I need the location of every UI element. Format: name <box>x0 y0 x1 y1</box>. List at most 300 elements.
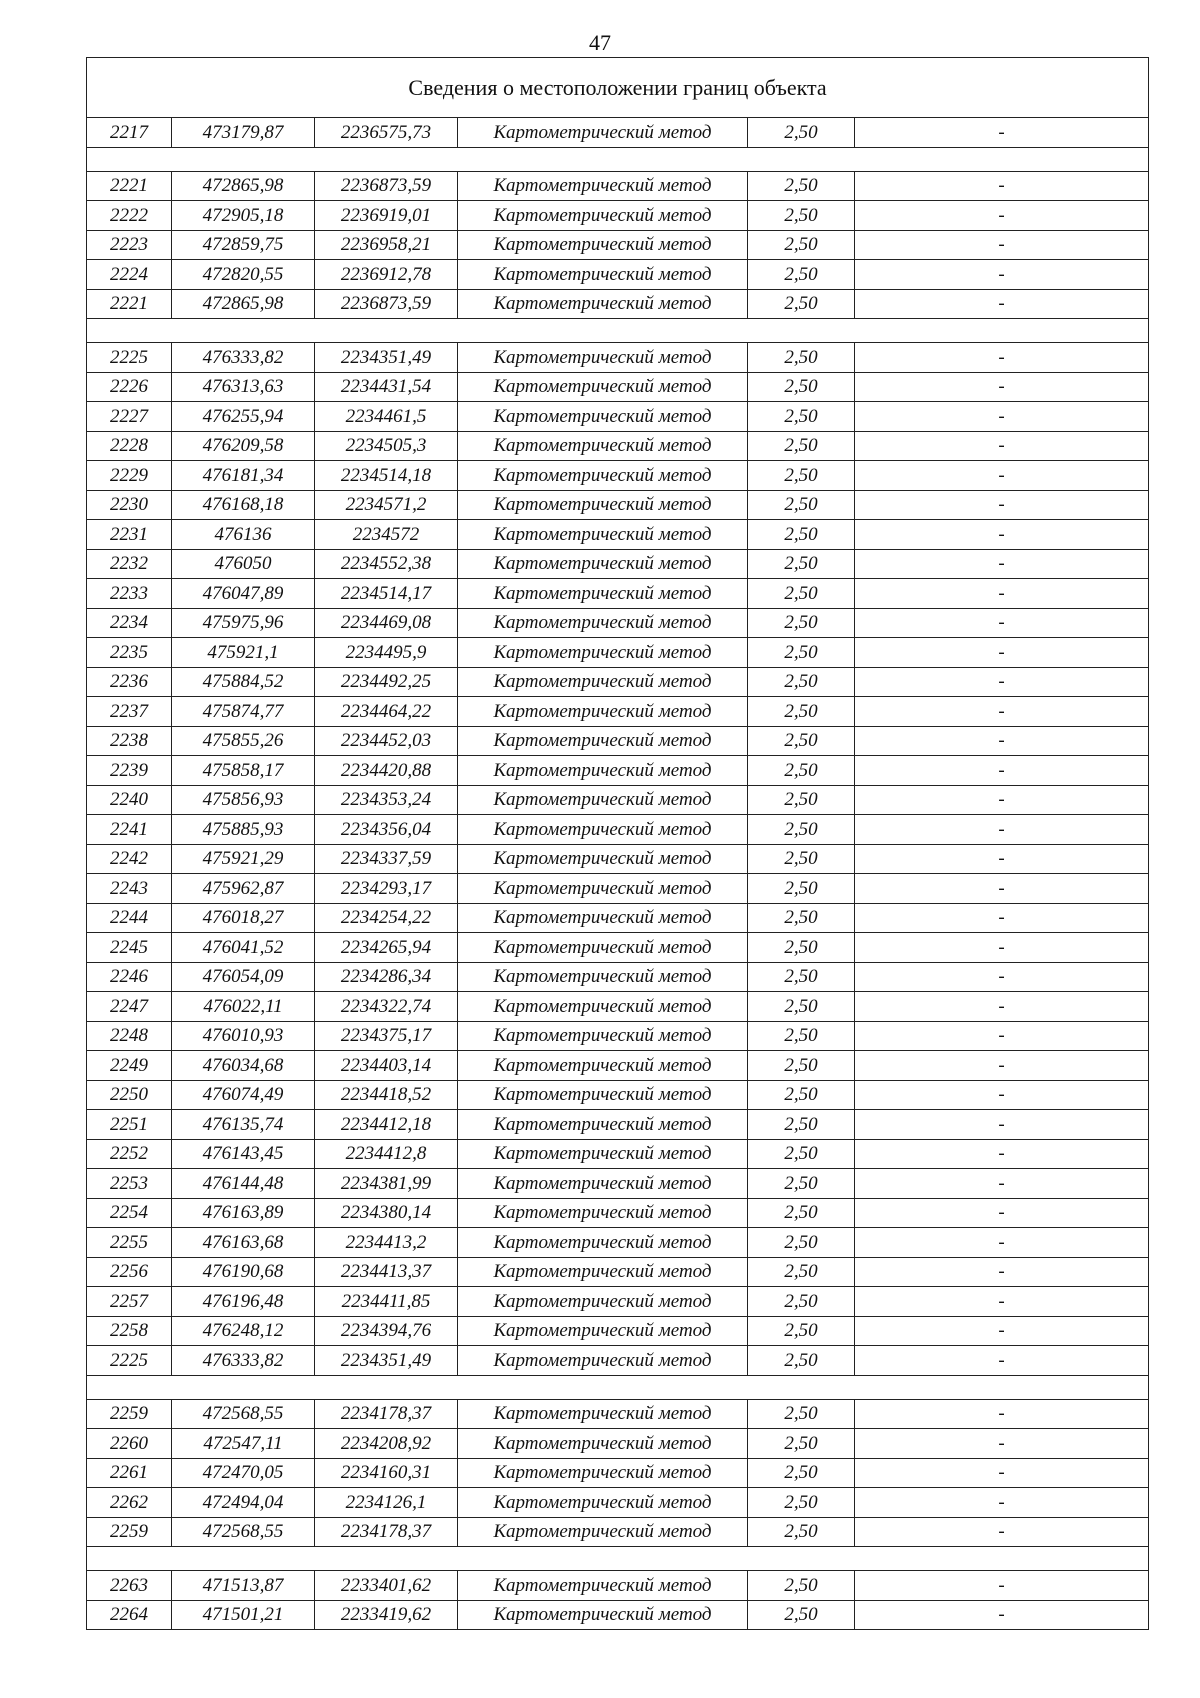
method-cell: Картометрический метод <box>458 667 748 697</box>
note-cell: - <box>855 1257 1149 1287</box>
accuracy-cell: 2,50 <box>748 260 855 290</box>
accuracy-cell: 2,50 <box>748 1571 855 1601</box>
note-cell: - <box>855 1517 1149 1547</box>
y-coordinate-cell: 2234178,37 <box>315 1399 458 1429</box>
table-row <box>87 844 1149 874</box>
method-cell: Картометрический метод <box>458 1488 748 1518</box>
spacer-cell <box>87 1375 1149 1399</box>
table-spacer-row <box>87 1547 1149 1571</box>
point-number-cell: 2241 <box>87 815 172 845</box>
y-coordinate-cell: 2234375,17 <box>315 1021 458 1051</box>
x-coordinate-cell: 472547,11 <box>172 1429 315 1459</box>
table-row <box>87 1517 1149 1547</box>
y-coordinate-cell: 2236958,21 <box>315 230 458 260</box>
method-cell: Картометрический метод <box>458 343 748 373</box>
accuracy-cell: 2,50 <box>748 549 855 579</box>
table-row <box>87 402 1149 432</box>
accuracy-cell: 2,50 <box>748 171 855 201</box>
note-cell: - <box>855 260 1149 290</box>
accuracy-cell: 2,50 <box>748 372 855 402</box>
method-cell: Картометрический метод <box>458 638 748 668</box>
table-row <box>87 638 1149 668</box>
note-cell: - <box>855 1488 1149 1518</box>
table-row <box>87 1257 1149 1287</box>
table-row <box>87 1110 1149 1140</box>
note-cell: - <box>855 1110 1149 1140</box>
y-coordinate-cell: 2234413,37 <box>315 1257 458 1287</box>
note-cell: - <box>855 638 1149 668</box>
point-number-cell: 2247 <box>87 992 172 1022</box>
note-cell: - <box>855 230 1149 260</box>
method-cell: Картометрический метод <box>458 289 748 319</box>
x-coordinate-cell: 475921,1 <box>172 638 315 668</box>
accuracy-cell: 2,50 <box>748 1488 855 1518</box>
table-row <box>87 343 1149 373</box>
table-row <box>87 372 1149 402</box>
table-row <box>87 1399 1149 1429</box>
method-cell: Картометрический метод <box>458 1458 748 1488</box>
y-coordinate-cell: 2234293,17 <box>315 874 458 904</box>
y-coordinate-cell: 2234403,14 <box>315 1051 458 1081</box>
table-row <box>87 785 1149 815</box>
x-coordinate-cell: 476136 <box>172 520 315 550</box>
y-coordinate-cell: 2234356,04 <box>315 815 458 845</box>
x-coordinate-cell: 476054,09 <box>172 962 315 992</box>
table-row <box>87 1051 1149 1081</box>
table-row <box>87 756 1149 786</box>
boundary-coordinates-table <box>86 57 1149 1630</box>
x-coordinate-cell: 476333,82 <box>172 1346 315 1376</box>
x-coordinate-cell: 471513,87 <box>172 1571 315 1601</box>
point-number-cell: 2261 <box>87 1458 172 1488</box>
x-coordinate-cell: 476010,93 <box>172 1021 315 1051</box>
point-number-cell: 2221 <box>87 171 172 201</box>
note-cell: - <box>855 1429 1149 1459</box>
x-coordinate-cell: 475855,26 <box>172 726 315 756</box>
note-cell: - <box>855 372 1149 402</box>
point-number-cell: 2221 <box>87 289 172 319</box>
accuracy-cell: 2,50 <box>748 118 855 148</box>
note-cell: - <box>855 1080 1149 1110</box>
point-number-cell: 2225 <box>87 343 172 373</box>
note-cell: - <box>855 343 1149 373</box>
note-cell: - <box>855 756 1149 786</box>
method-cell: Картометрический метод <box>458 1316 748 1346</box>
accuracy-cell: 2,50 <box>748 520 855 550</box>
point-number-cell: 2230 <box>87 490 172 520</box>
x-coordinate-cell: 472494,04 <box>172 1488 315 1518</box>
accuracy-cell: 2,50 <box>748 431 855 461</box>
accuracy-cell: 2,50 <box>748 289 855 319</box>
point-number-cell: 2243 <box>87 874 172 904</box>
method-cell: Картометрический метод <box>458 118 748 148</box>
accuracy-cell: 2,50 <box>748 1080 855 1110</box>
table-row <box>87 171 1149 201</box>
table-row <box>87 1080 1149 1110</box>
y-coordinate-cell: 2234353,24 <box>315 785 458 815</box>
y-coordinate-cell: 2234412,8 <box>315 1139 458 1169</box>
method-cell: Картометрический метод <box>458 933 748 963</box>
note-cell: - <box>855 874 1149 904</box>
y-coordinate-cell: 2236873,59 <box>315 171 458 201</box>
y-coordinate-cell: 2234412,18 <box>315 1110 458 1140</box>
point-number-cell: 2245 <box>87 933 172 963</box>
table-spacer-row <box>87 1375 1149 1399</box>
method-cell: Картометрический метод <box>458 201 748 231</box>
accuracy-cell: 2,50 <box>748 1169 855 1199</box>
table-row <box>87 1488 1149 1518</box>
method-cell: Картометрический метод <box>458 1080 748 1110</box>
point-number-cell: 2254 <box>87 1198 172 1228</box>
point-number-cell: 2226 <box>87 372 172 402</box>
y-coordinate-cell: 2234286,34 <box>315 962 458 992</box>
y-coordinate-cell: 2234420,88 <box>315 756 458 786</box>
accuracy-cell: 2,50 <box>748 638 855 668</box>
x-coordinate-cell: 476050 <box>172 549 315 579</box>
point-number-cell: 2240 <box>87 785 172 815</box>
note-cell: - <box>855 962 1149 992</box>
x-coordinate-cell: 476196,48 <box>172 1287 315 1317</box>
x-coordinate-cell: 472859,75 <box>172 230 315 260</box>
accuracy-cell: 2,50 <box>748 1021 855 1051</box>
accuracy-cell: 2,50 <box>748 1051 855 1081</box>
method-cell: Картометрический метод <box>458 431 748 461</box>
method-cell: Картометрический метод <box>458 1198 748 1228</box>
accuracy-cell: 2,50 <box>748 1346 855 1376</box>
point-number-cell: 2264 <box>87 1600 172 1630</box>
y-coordinate-cell: 2236873,59 <box>315 289 458 319</box>
note-cell: - <box>855 726 1149 756</box>
table-row <box>87 201 1149 231</box>
y-coordinate-cell: 2234571,2 <box>315 490 458 520</box>
page-number: 47 <box>589 30 611 55</box>
note-cell: - <box>855 1287 1149 1317</box>
table-row <box>87 431 1149 461</box>
note-cell: - <box>855 1228 1149 1258</box>
method-cell: Картометрический метод <box>458 815 748 845</box>
y-coordinate-cell: 2234461,5 <box>315 402 458 432</box>
table-row <box>87 1287 1149 1317</box>
accuracy-cell: 2,50 <box>748 402 855 432</box>
table-row <box>87 289 1149 319</box>
point-number-cell: 2249 <box>87 1051 172 1081</box>
point-number-cell: 2227 <box>87 402 172 432</box>
x-coordinate-cell: 476143,45 <box>172 1139 315 1169</box>
note-cell: - <box>855 549 1149 579</box>
table-row <box>87 260 1149 290</box>
point-number-cell: 2223 <box>87 230 172 260</box>
note-cell: - <box>855 667 1149 697</box>
method-cell: Картометрический метод <box>458 874 748 904</box>
point-number-cell: 2233 <box>87 579 172 609</box>
note-cell: - <box>855 608 1149 638</box>
note-cell: - <box>855 1316 1149 1346</box>
point-number-cell: 2228 <box>87 431 172 461</box>
method-cell: Картометрический метод <box>458 549 748 579</box>
y-coordinate-cell: 2234394,76 <box>315 1316 458 1346</box>
x-coordinate-cell: 476190,68 <box>172 1257 315 1287</box>
table-row <box>87 608 1149 638</box>
y-coordinate-cell: 2234126,1 <box>315 1488 458 1518</box>
method-cell: Картометрический метод <box>458 461 748 491</box>
accuracy-cell: 2,50 <box>748 1316 855 1346</box>
x-coordinate-cell: 476163,68 <box>172 1228 315 1258</box>
table-row <box>87 230 1149 260</box>
x-coordinate-cell: 472470,05 <box>172 1458 315 1488</box>
method-cell: Картометрический метод <box>458 785 748 815</box>
x-coordinate-cell: 476163,89 <box>172 1198 315 1228</box>
y-coordinate-cell: 2234265,94 <box>315 933 458 963</box>
note-cell: - <box>855 171 1149 201</box>
point-number-cell: 2251 <box>87 1110 172 1140</box>
point-number-cell: 2248 <box>87 1021 172 1051</box>
note-cell: - <box>855 844 1149 874</box>
table-row <box>87 1198 1149 1228</box>
point-number-cell: 2222 <box>87 201 172 231</box>
x-coordinate-cell: 476181,34 <box>172 461 315 491</box>
accuracy-cell: 2,50 <box>748 697 855 727</box>
y-coordinate-cell: 2234514,18 <box>315 461 458 491</box>
point-number-cell: 2258 <box>87 1316 172 1346</box>
note-cell: - <box>855 992 1149 1022</box>
table-body <box>87 58 1149 1630</box>
y-coordinate-cell: 2234452,03 <box>315 726 458 756</box>
table-row <box>87 1316 1149 1346</box>
x-coordinate-cell: 476074,49 <box>172 1080 315 1110</box>
point-number-cell: 2263 <box>87 1571 172 1601</box>
table-spacer-row <box>87 147 1149 171</box>
x-coordinate-cell: 476144,48 <box>172 1169 315 1199</box>
point-number-cell: 2232 <box>87 549 172 579</box>
note-cell: - <box>855 1139 1149 1169</box>
accuracy-cell: 2,50 <box>748 1110 855 1140</box>
y-coordinate-cell: 2234431,54 <box>315 372 458 402</box>
y-coordinate-cell: 2234418,52 <box>315 1080 458 1110</box>
y-coordinate-cell: 2234322,74 <box>315 992 458 1022</box>
accuracy-cell: 2,50 <box>748 1517 855 1547</box>
point-number-cell: 2234 <box>87 608 172 638</box>
method-cell: Картометрический метод <box>458 756 748 786</box>
table-row <box>87 1228 1149 1258</box>
method-cell: Картометрический метод <box>458 1021 748 1051</box>
point-number-cell: 2252 <box>87 1139 172 1169</box>
note-cell: - <box>855 289 1149 319</box>
method-cell: Картометрический метод <box>458 579 748 609</box>
x-coordinate-cell: 475962,87 <box>172 874 315 904</box>
y-coordinate-cell: 2233401,62 <box>315 1571 458 1601</box>
point-number-cell: 2224 <box>87 260 172 290</box>
y-coordinate-cell: 2234160,31 <box>315 1458 458 1488</box>
method-cell: Картометрический метод <box>458 726 748 756</box>
x-coordinate-cell: 476209,58 <box>172 431 315 461</box>
accuracy-cell: 2,50 <box>748 1399 855 1429</box>
accuracy-cell: 2,50 <box>748 201 855 231</box>
note-cell: - <box>855 461 1149 491</box>
note-cell: - <box>855 933 1149 963</box>
accuracy-cell: 2,50 <box>748 933 855 963</box>
method-cell: Картометрический метод <box>458 1257 748 1287</box>
accuracy-cell: 2,50 <box>748 874 855 904</box>
table-row <box>87 490 1149 520</box>
table-row <box>87 903 1149 933</box>
method-cell: Картометрический метод <box>458 844 748 874</box>
method-cell: Картометрический метод <box>458 1169 748 1199</box>
table-row <box>87 1600 1149 1630</box>
accuracy-cell: 2,50 <box>748 756 855 786</box>
point-number-cell: 2260 <box>87 1429 172 1459</box>
accuracy-cell: 2,50 <box>748 815 855 845</box>
y-coordinate-cell: 2234380,14 <box>315 1198 458 1228</box>
table-header-row <box>87 58 1149 118</box>
y-coordinate-cell: 2236912,78 <box>315 260 458 290</box>
point-number-cell: 2235 <box>87 638 172 668</box>
table-row <box>87 579 1149 609</box>
accuracy-cell: 2,50 <box>748 1458 855 1488</box>
table-row <box>87 962 1149 992</box>
method-cell: Картометрический метод <box>458 1600 748 1630</box>
table-row <box>87 1139 1149 1169</box>
point-number-cell: 2238 <box>87 726 172 756</box>
y-coordinate-cell: 2234178,37 <box>315 1517 458 1547</box>
method-cell: Картометрический метод <box>458 520 748 550</box>
method-cell: Картометрический метод <box>458 230 748 260</box>
note-cell: - <box>855 579 1149 609</box>
x-coordinate-cell: 475858,17 <box>172 756 315 786</box>
method-cell: Картометрический метод <box>458 608 748 638</box>
accuracy-cell: 2,50 <box>748 962 855 992</box>
accuracy-cell: 2,50 <box>748 1257 855 1287</box>
method-cell: Картометрический метод <box>458 903 748 933</box>
note-cell: - <box>855 1571 1149 1601</box>
method-cell: Картометрический метод <box>458 697 748 727</box>
point-number-cell: 2259 <box>87 1399 172 1429</box>
note-cell: - <box>855 1600 1149 1630</box>
y-coordinate-cell: 2234413,2 <box>315 1228 458 1258</box>
note-cell: - <box>855 118 1149 148</box>
y-coordinate-cell: 2234411,85 <box>315 1287 458 1317</box>
x-coordinate-cell: 476135,74 <box>172 1110 315 1140</box>
x-coordinate-cell: 472568,55 <box>172 1517 315 1547</box>
table-title: Сведения о местоположении границ объекта <box>87 58 1149 118</box>
accuracy-cell: 2,50 <box>748 1287 855 1317</box>
x-coordinate-cell: 475885,93 <box>172 815 315 845</box>
accuracy-cell: 2,50 <box>748 230 855 260</box>
note-cell: - <box>855 402 1149 432</box>
y-coordinate-cell: 2233419,62 <box>315 1600 458 1630</box>
y-coordinate-cell: 2234505,3 <box>315 431 458 461</box>
accuracy-cell: 2,50 <box>748 1198 855 1228</box>
accuracy-cell: 2,50 <box>748 844 855 874</box>
point-number-cell: 2259 <box>87 1517 172 1547</box>
point-number-cell: 2237 <box>87 697 172 727</box>
point-number-cell: 2246 <box>87 962 172 992</box>
table-row <box>87 1571 1149 1601</box>
y-coordinate-cell: 2234495,9 <box>315 638 458 668</box>
note-cell: - <box>855 1051 1149 1081</box>
method-cell: Картометрический метод <box>458 1051 748 1081</box>
table-row <box>87 697 1149 727</box>
y-coordinate-cell: 2234337,59 <box>315 844 458 874</box>
table-row <box>87 520 1149 550</box>
accuracy-cell: 2,50 <box>748 490 855 520</box>
point-number-cell: 2236 <box>87 667 172 697</box>
x-coordinate-cell: 475856,93 <box>172 785 315 815</box>
table-row <box>87 933 1149 963</box>
table-row <box>87 992 1149 1022</box>
y-coordinate-cell: 2236575,73 <box>315 118 458 148</box>
method-cell: Картометрический метод <box>458 1346 748 1376</box>
method-cell: Картометрический метод <box>458 1228 748 1258</box>
x-coordinate-cell: 476018,27 <box>172 903 315 933</box>
table-spacer-row <box>87 319 1149 343</box>
method-cell: Картометрический метод <box>458 1110 748 1140</box>
y-coordinate-cell: 2236919,01 <box>315 201 458 231</box>
method-cell: Картометрический метод <box>458 402 748 432</box>
accuracy-cell: 2,50 <box>748 1228 855 1258</box>
x-coordinate-cell: 476168,18 <box>172 490 315 520</box>
table-row <box>87 874 1149 904</box>
method-cell: Картометрический метод <box>458 992 748 1022</box>
x-coordinate-cell: 476047,89 <box>172 579 315 609</box>
table-row <box>87 1346 1149 1376</box>
x-coordinate-cell: 472865,98 <box>172 171 315 201</box>
x-coordinate-cell: 472820,55 <box>172 260 315 290</box>
y-coordinate-cell: 2234351,49 <box>315 1346 458 1376</box>
y-coordinate-cell: 2234552,38 <box>315 549 458 579</box>
note-cell: - <box>855 903 1149 933</box>
y-coordinate-cell: 2234492,25 <box>315 667 458 697</box>
table-row <box>87 461 1149 491</box>
point-number-cell: 2250 <box>87 1080 172 1110</box>
point-number-cell: 2239 <box>87 756 172 786</box>
table-row <box>87 1169 1149 1199</box>
method-cell: Картометрический метод <box>458 1287 748 1317</box>
method-cell: Картометрический метод <box>458 490 748 520</box>
table-row <box>87 549 1149 579</box>
accuracy-cell: 2,50 <box>748 1139 855 1169</box>
y-coordinate-cell: 2234469,08 <box>315 608 458 638</box>
x-coordinate-cell: 476313,63 <box>172 372 315 402</box>
x-coordinate-cell: 476022,11 <box>172 992 315 1022</box>
accuracy-cell: 2,50 <box>748 1600 855 1630</box>
method-cell: Картометрический метод <box>458 962 748 992</box>
point-number-cell: 2229 <box>87 461 172 491</box>
accuracy-cell: 2,50 <box>748 1429 855 1459</box>
accuracy-cell: 2,50 <box>748 903 855 933</box>
method-cell: Картометрический метод <box>458 260 748 290</box>
point-number-cell: 2262 <box>87 1488 172 1518</box>
accuracy-cell: 2,50 <box>748 726 855 756</box>
point-number-cell: 2217 <box>87 118 172 148</box>
y-coordinate-cell: 2234464,22 <box>315 697 458 727</box>
y-coordinate-cell: 2234514,17 <box>315 579 458 609</box>
y-coordinate-cell: 2234208,92 <box>315 1429 458 1459</box>
method-cell: Картометрический метод <box>458 1517 748 1547</box>
x-coordinate-cell: 476248,12 <box>172 1316 315 1346</box>
point-number-cell: 2225 <box>87 1346 172 1376</box>
accuracy-cell: 2,50 <box>748 579 855 609</box>
x-coordinate-cell: 476034,68 <box>172 1051 315 1081</box>
spacer-cell <box>87 319 1149 343</box>
x-coordinate-cell: 475884,52 <box>172 667 315 697</box>
table-row <box>87 667 1149 697</box>
x-coordinate-cell: 476255,94 <box>172 402 315 432</box>
point-number-cell: 2253 <box>87 1169 172 1199</box>
method-cell: Картометрический метод <box>458 171 748 201</box>
x-coordinate-cell: 476041,52 <box>172 933 315 963</box>
note-cell: - <box>855 697 1149 727</box>
table-row <box>87 726 1149 756</box>
